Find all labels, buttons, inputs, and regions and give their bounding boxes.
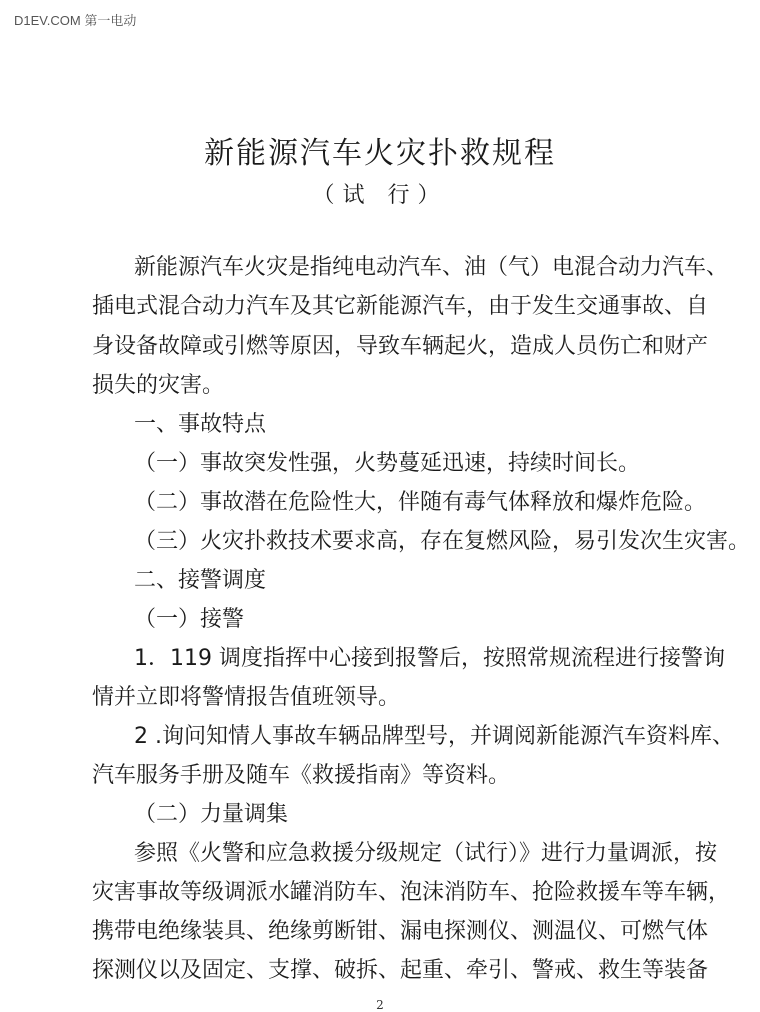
body-line: 携带电绝缘装具、绝缘剪断钳、漏电探测仪、测温仪、可燃气体 xyxy=(92,919,709,944)
list-item: （一）事故突发性强，火势蔓延迅速，持续时间长。 xyxy=(134,451,641,476)
site-watermark: D1EV.COM 第一电动 xyxy=(14,13,137,28)
body-line: 新能源汽车火灾是指纯电动汽车、油（气）电混合动力汽车、 xyxy=(134,255,729,280)
body-line: 参照《火警和应急救援分级规定（试行）》进行力量调派，按 xyxy=(134,841,718,866)
body-line: 1．119 调度指挥中心接到报警后，按照常规流程进行接警询 xyxy=(134,646,725,671)
body-line: 灾害事故等级调派水罐消防车、泡沫消防车、抢险救援车等车辆， xyxy=(92,880,731,905)
body-line: 情并立即将警情报告值班领导。 xyxy=(92,685,401,710)
section-heading: 一、事故特点 xyxy=(134,412,267,437)
document-subtitle: （试 行） xyxy=(312,183,448,208)
list-item: （三）火灾扑救技术要求高，存在复燃风险，易引发次生灾害。 xyxy=(134,529,751,554)
page-number: 2 xyxy=(376,998,384,1012)
body-line: 探测仪以及固定、支撑、破拆、起重、牵引、警戒、救生等装备 xyxy=(92,958,709,983)
list-item: （二）事故潜在危险性大，伴随有毒气体释放和爆炸危险。 xyxy=(134,490,707,515)
body-line: 身设备故障或引燃等原因，导致车辆起火，造成人员伤亡和财产 xyxy=(92,334,709,359)
body-line: 2 .询问知情人事故车辆品牌型号，并调阅新能源汽车资料库、 xyxy=(134,724,734,749)
subsection-heading: （一）接警 xyxy=(134,607,245,632)
body-line: 插电式混合动力汽车及其它新能源汽车，由于发生交通事故、自 xyxy=(92,294,709,319)
subsection-heading: （二）力量调集 xyxy=(134,802,289,827)
body-line: 损失的灾害。 xyxy=(92,373,225,398)
section-heading: 二、接警调度 xyxy=(134,568,267,593)
body-line: 汽车服务手册及随车《救援指南》等资料。 xyxy=(92,763,511,788)
document-title: 新能源汽车火灾扑救规程 xyxy=(204,136,556,171)
